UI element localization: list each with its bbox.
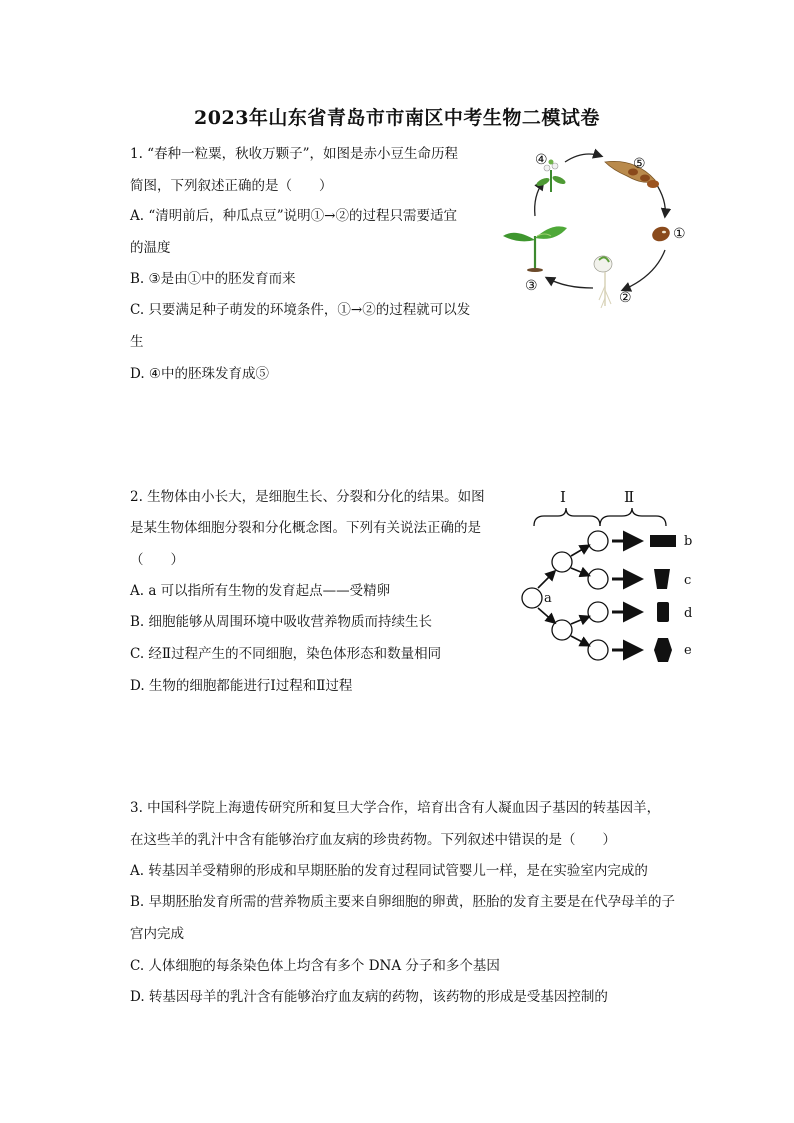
q1-stem-line1: 1. “春种一粒粟，秋收万颗子”，如图是赤小豆生命历程 bbox=[130, 146, 458, 162]
q2-option-b: B. 细胞能够从周围环境中吸收营养物质而持续生长 bbox=[130, 614, 433, 630]
label-cell-b: b bbox=[684, 534, 693, 549]
q1-option-c-line1: C. 只要满足种子萌发的环境条件，①→②的过程就可以发 bbox=[130, 302, 471, 318]
q3-stem-line1: 3. 中国科学院上海遗传研究所和复旦大学合作，培育出含有人凝血因子基因的转基因羊， bbox=[130, 800, 661, 816]
label-cell-e: e bbox=[684, 643, 692, 658]
label-process-I: Ⅰ bbox=[560, 488, 566, 506]
page-title: 2023年山东省青岛市市南区中考生物二模试卷 bbox=[194, 107, 600, 129]
cell-d bbox=[588, 602, 608, 622]
arrow-upper-to-b bbox=[571, 546, 588, 556]
brace-II bbox=[600, 508, 666, 526]
q2-option-a: A. a 可以指所有生物的发育起点——受精卵 bbox=[130, 583, 391, 599]
arrow-upper-to-c bbox=[571, 568, 588, 575]
arrow-a-to-upper bbox=[538, 572, 554, 588]
label-cell-a: a bbox=[544, 591, 552, 606]
q3-option-c: C. 人体细胞的每条染色体上均含有多个 DNA 分子和多个基因 bbox=[130, 958, 500, 974]
figure-label-4: ④ bbox=[535, 152, 548, 168]
differentiated-cell-d bbox=[657, 602, 669, 622]
seedling-image bbox=[503, 226, 567, 272]
cycle-arrow-4-to-5 bbox=[565, 154, 601, 162]
cell-e bbox=[588, 640, 608, 660]
cycle-arrow-2-to-3 bbox=[547, 278, 593, 288]
figure-label-5: ⑤ bbox=[633, 156, 646, 172]
q2-stem-line3: （ ） bbox=[130, 552, 184, 568]
q2-option-d: D. 生物的细胞都能进行Ⅰ过程和Ⅱ过程 bbox=[130, 678, 353, 694]
q1-option-a-line1: A. “清明前后，种瓜点豆”说明①→②的过程只需要适宜 bbox=[130, 208, 457, 224]
q3-option-b-line1: B. 早期胚胎发育所需的营养物质主要来自卵细胞的卵黄，胚胎的发育主要是在代孕母羊的子 bbox=[130, 894, 676, 910]
brace-I bbox=[534, 508, 600, 526]
germinating-seed-image bbox=[594, 256, 612, 308]
label-cell-d: d bbox=[684, 606, 693, 621]
cell-division-differentiation-figure bbox=[510, 484, 710, 669]
cycle-arrow-3-to-4 bbox=[535, 182, 543, 216]
cell-lower-1 bbox=[552, 620, 572, 640]
differentiated-cell-c bbox=[654, 569, 670, 589]
arrow-lower-to-d bbox=[571, 617, 588, 624]
q1-option-d: D. ④中的胚珠发育成⑤ bbox=[130, 366, 270, 382]
bean-life-cycle-figure bbox=[495, 140, 710, 320]
seed-image bbox=[650, 224, 672, 243]
cell-upper-1 bbox=[552, 552, 572, 572]
arrow-lower-to-e bbox=[571, 636, 588, 645]
q3-option-a: A. 转基因羊受精卵的形成和早期胚胎的发育过程同试管婴儿一样，是在实验室内完成的 bbox=[130, 863, 648, 879]
q1-stem-line2: 简图，下列叙述正确的是（ ） bbox=[130, 178, 333, 194]
differentiated-cell-e bbox=[654, 638, 672, 662]
cycle-arrow-1-to-2 bbox=[623, 250, 665, 290]
differentiated-cell-b bbox=[650, 535, 676, 547]
q2-stem-line1: 2. 生物体由小长大，是细胞生长、分裂和分化的结果。如图 bbox=[130, 489, 485, 505]
cell-b bbox=[588, 531, 608, 551]
q3-option-d: D. 转基因母羊的乳汁含有能够治疗血友病的药物，该药物的形成是受基因控制的 bbox=[130, 989, 608, 1005]
label-cell-c: c bbox=[684, 573, 692, 588]
bean-pod-image bbox=[605, 161, 659, 188]
cell-c bbox=[588, 569, 608, 589]
figure-label-2: ② bbox=[619, 290, 632, 306]
figure-label-3: ③ bbox=[525, 278, 538, 294]
q1-option-b: B. ③是由①中的胚发育而来 bbox=[130, 271, 296, 287]
q2-option-c: C. 经Ⅱ过程产生的不同细胞，染色体形态和数量相同 bbox=[130, 646, 442, 662]
q1-option-c-line2: 生 bbox=[130, 334, 144, 350]
arrow-a-to-lower bbox=[538, 608, 554, 622]
q1-option-a-line2: 的温度 bbox=[130, 240, 171, 256]
q3-stem-line2: 在这些羊的乳汁中含有能够治疗血友病的珍贵药物。下列叙述中错误的是（ ） bbox=[130, 832, 616, 848]
figure-label-1: ① bbox=[673, 226, 686, 242]
q3-option-b-line2: 宫内完成 bbox=[130, 926, 184, 942]
q2-stem-line2: 是某生物体细胞分裂和分化概念图。下列有关说法正确的是 bbox=[130, 520, 481, 536]
cell-a bbox=[522, 588, 542, 608]
label-process-II: Ⅱ bbox=[624, 488, 635, 506]
